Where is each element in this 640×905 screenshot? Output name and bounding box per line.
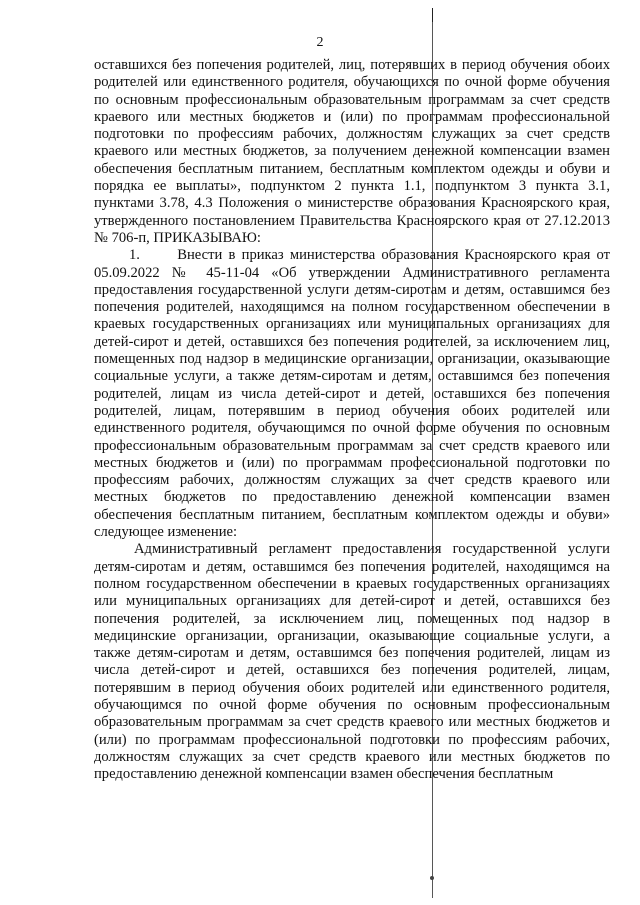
document-body: [94, 57, 610, 783]
page-number: 2: [316, 35, 324, 50]
paragraph-continuation: оставшихся без попечения родителей, лиц, потерявших в период обучения обоих родителей или единственного родителя, обучающихся по очной форме обучения по основным профессиональным образовательным программам за счет средств краевого или местных бюджетов и (или) по программам профессиональной подготовки по профессиям рабочих, должностям служащих за счет средств краевого или местных бюджетов, за получением денежной компенсации взамен обеспечения бесплатным питанием, бесплатным комплектом одежды и обуви и порядка ее выплаты», подпунктом 2 пункта 1.1, подпунктом 3 пункта 3.1, пунктами 3.78, 4.3 Положения о министерстве образования Красноярского края, утвержденного постановлением Правительства Красноярского края от 27.12.2013 № 706-п, ПРИКАЗЫВАЮ:: [94, 57, 610, 246]
paragraph-regulation: Административный регламент предоставления государственной услуги детям-сиротам и детям, оставшимся без попечения родителей, находящимся на полном государственном обеспечении в краевых государственных организациях или муниципальных организациях для детей-сирот и детей, оставшихся без попечения родителей, за исключением лиц, помещенных под надзор в медицинские организации, организации, оказывающие социальные услуги, а также детям-сиротам и детям, оставшимся без попечения родителей, лицам из числа детей-сирот и детей, оставшихся без попечения родителей, лицам, потерявшим в период обучения обоих родителей или единственного родителя, обучающимся по очной форме обучения по основным профессиональным образовательным программам за счет средств краевого или местных бюджетов и (или) по программам профессиональной подготовки по профессиям рабочих, должностям служащих за счет средств краевого или местных бюджетов по предоставлению денежной компенсации взамен обеспечения бесплатным: [94, 541, 610, 783]
paragraph-item-1: 1. Внести в приказ министерства образования Красноярского края от 05.09.2022 № 45-11-04 «Об утверждении Административного регламента предоставления государственной услуги детям-сиротам и детям, оставшимся без попечения родителей, находящимся на полном государственном обеспечении в краевых государственных организациях или муниципальных организациях для детей-сирот и детей, оставшихся без попечения родителей, за исключением лиц, помещенных под надзор в медицинские организации, организации, оказывающие социальные услуги, а также детям-сиротам и детям, оставшимся без попечения родителей, лицам из числа детей-сирот и детей, оставшихся без попечения родителей, лицам, потерявшим в период обучения обоих родителей или единственного родителя, обучающимся по очной форме обучения по основным профессиональным образовательным программам за счет средств краевого или местных бюджетов и (или) по программам профессиональной подготовки по профессиям рабочих, должностям служащих за счет средств краевого или местных бюджетов по предоставлению денежной компенсации взамен обеспечения бесплатным питанием, бесплатным комплектом одежды и обуви» следующее изменение:: [94, 247, 610, 541]
scan-artifact-mark: [432, 8, 433, 22]
scan-artifact-dot: [430, 876, 434, 880]
